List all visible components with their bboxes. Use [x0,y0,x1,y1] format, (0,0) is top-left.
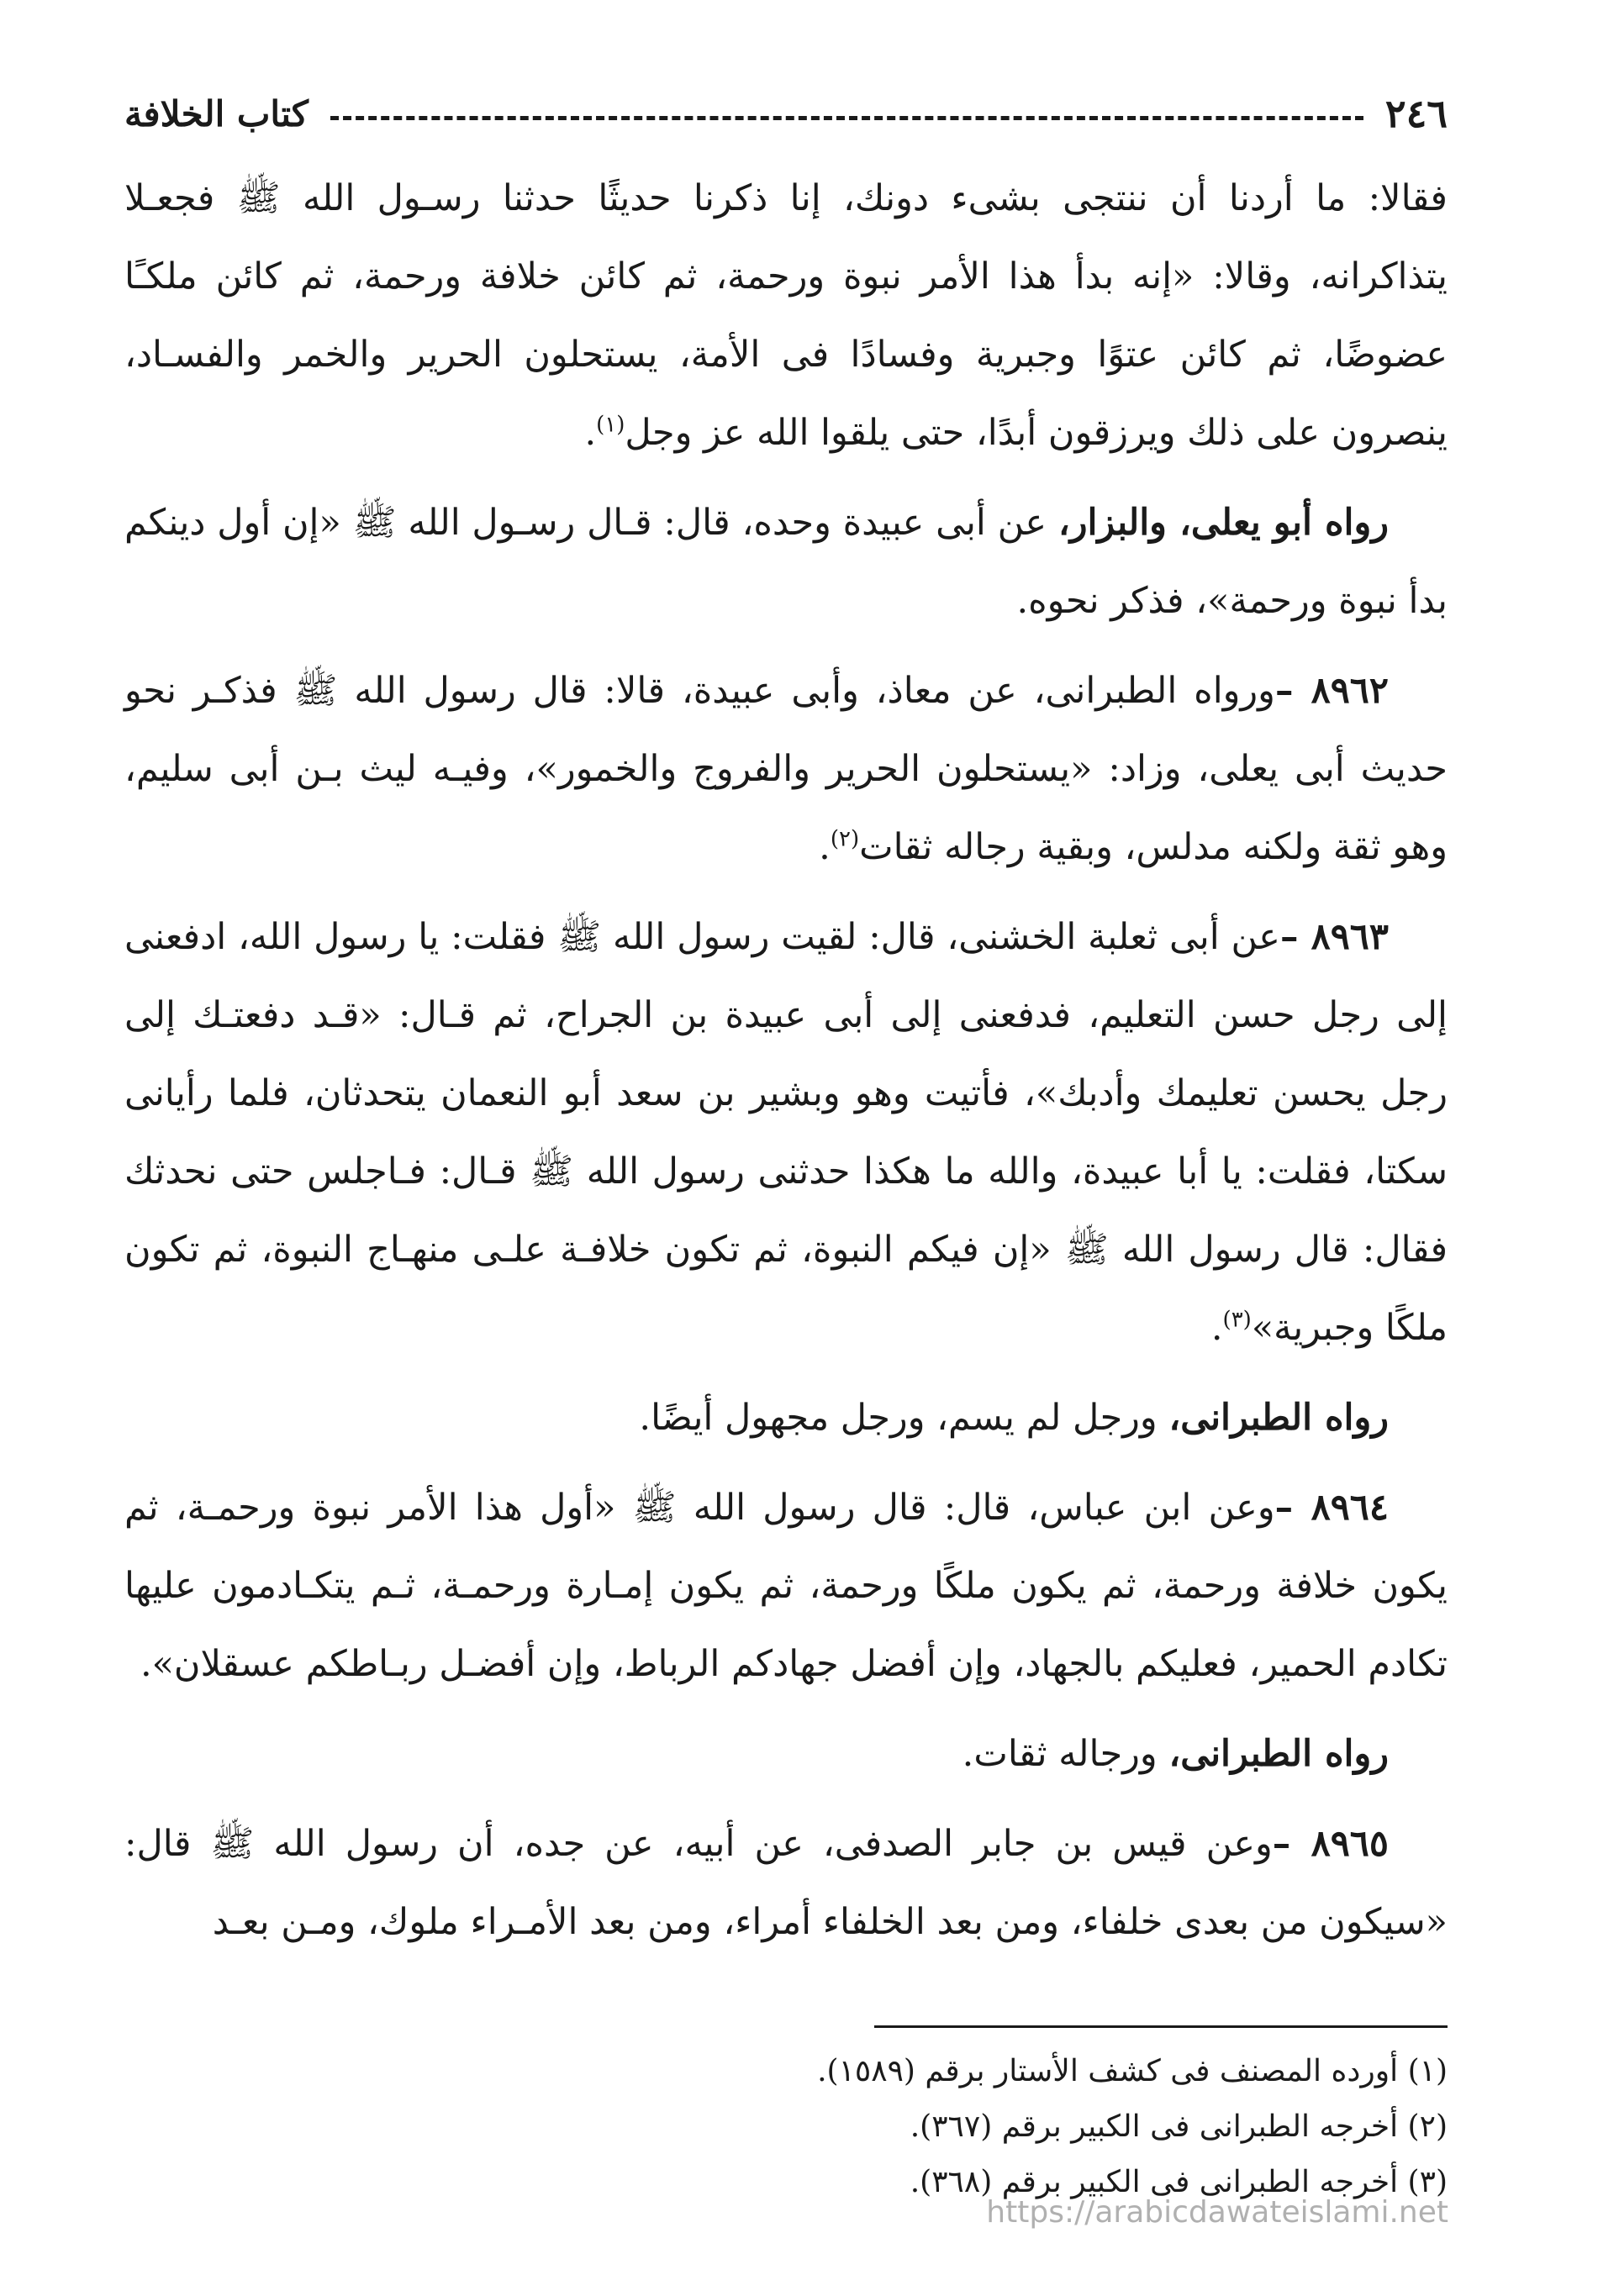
footnote-divider [874,2025,1448,2028]
footnotes [124,2044,1448,2210]
hadith-8964 [124,1469,1448,1704]
paragraph-text: ورجاله ثقات. [962,1733,1169,1775]
hadith-8962: ٨٩٦٢ –ورواه الطبرانى، عن معاذ، وأبى عبيدة، قالا: قال رسول الله ﷺ فذكـر نحو حديث أبى يعلى، وزاد: «يستحلون الحرير والفروج والخمور»، وفيـه ليث بـن أبى سليم، وهو ثقة ولكنه مدلس، وبقية رجاله ثقات$^{(٢)}$. [124,670,1448,868]
running-title: كتاب الخلافة [124,92,309,134]
footnote-3: (٣) أخرجه الطبرانى فى الكبير برقم (٣٦٨). [910,2165,1448,2199]
hadith-number: ٨٩٦٣ – [1279,916,1389,958]
source-attribution: رواه الطبرانى، [1168,1733,1389,1775]
footnote-ref-1: (١) [596,412,625,438]
footnote-ref-3: (٣) [1222,1307,1252,1333]
source-attribution: رواه الطبرانى، [1168,1397,1389,1439]
hadith-number: ٨٩٦٥ – [1272,1823,1389,1865]
page-header [124,84,1448,143]
hadith-number: ٨٩٦٢ – [1274,670,1389,712]
page-number: ٢٤٦ [1384,91,1448,136]
paragraph-text: وعن ابن عباس، قال: قال رسول الله ﷺ «أول هذا الأمر نبوة ورحمـة، ثم يكون خلافة ورحمة، ثم يكون ملكًا ورحمة، ثم يكون إمـارة ورحمـة، ثـم يتكـادمون عليها تكادم الحمير، فعليكم بالجهاد، وإن أفضل جهادكم الرباط، وإن أفضـل ربـاطكم عسقلان». [124,1487,1448,1685]
paragraph-text: عن أبى عبيدة وحده، قال: قـال رسـول الله ﷺ «إن أول دينكم بدأ نبوة ورحمة»، فذكر نحوه. [124,502,1448,622]
paragraph-text: فقالا: ما أردنا أن ننتجى بشىء دونك، إنا ذكرنا حديثًا حدثنا رسـول الله ﷺ فجعـلا يتذاكرانه، وقالا: «إنه بدأ هذا الأمر نبوة ورحمة، ثم كائن خلافة ورحمة، ثم كائن ملكـًا عضوضًا، ثم كائن عتوًا وجبرية وفسادًا فى الأمة، يستحلون الحرير والخمر والفسـاد، ينصرون على ذلك ويرزقون أبدًا، حتى يلقوا الله عز وجل [124,177,1448,454]
paragraph-attribution [124,1715,1448,1793]
footnote-2: (٢) أخرجه الطبرانى فى الكبير برقم (٣٦٧). [910,2109,1448,2144]
paragraph-text: ورواه الطبرانى، عن معاذ، وأبى عبيدة، قالا: قال رسول الله ﷺ فذكـر نحو حديث أبى يعلى، وزاد: «يستحلون الحرير والفروج والخمور»، وفيـه ليث بـن أبى سليم، وهو ثقة ولكنه مدلس، وبقية رجاله ثقات [124,670,1448,868]
paragraph-attribution [124,484,1448,640]
header-divider [330,116,1363,120]
paragraph-text: عن أبى ثعلبة الخشنى، قال: لقيت رسول الله ﷺ فقلت: يا رسول الله، ادفعنى إلى رجل حسن التعليم، فدفعنى إلى أبى عبيدة بن الجراح، ثم قـال: «قـد دفعتـك إلى رجل يحسن تعليمك وأدبك»، فأتيت وهو وبشير بن سعد أبو النعمان يتحدثان، فلما رأيانى سكتا، فقلت: يا أبا عبيدة، والله ما هكذا حدثنى رسول الله ﷺ قـال: فـاجلس حتى نحدثك فقال: قال رسول الله ﷺ «إن فيكم النبوة، ثم تكون خلافـة علـى منهـاج النبوة، ثم تكون ملكًا وجبرية» [124,916,1448,1349]
paragraph-text: وعن قيس بن جابر الصدفى، عن أبيه، عن جده، أن رسول الله ﷺ قال: «سيكون من بعدى خلفاء، ومن بعد الخلفاء أمراء، ومن بعد الأمـراء ملوك، ومـن بعـد [124,1823,1448,1943]
hadith-number: ٨٩٦٤ – [1274,1487,1389,1529]
paragraph-continuation: فقالا: ما أردنا أن ننتجى بشىء دونك، إنا ذكرنا حديثًا حدثنا رسـول الله ﷺ فجعـلا يتذاكرانه، وقالا: «إنه بدأ هذا الأمر نبوة ورحمة، ثم كائن خلافة ورحمة، ثم كائن ملكـًا عضوضًا، ثم كائن عتوًا وجبرية وفسادًا فى الأمة، يستحلون الحرير والخمر والفسـاد، ينصرون على ذلك ويرزقون أبدًا، حتى يلقوا الله عز وجل$^{(١)}$. [124,177,1448,454]
footnote-ref-2: (٢) [830,826,860,852]
main-text [124,160,1448,1973]
hadith-8965 [124,1805,1448,1962]
source-attribution: رواه أبو يعلى، والبزار، [1057,502,1389,544]
paragraph-text: ورجل لم يسم، ورجل مجهول أيضًا. [639,1397,1169,1439]
footnote-1: (١) أورده المصنف فى كشف الأستار برقم (١٥٨٩). [817,2054,1448,2088]
watermark-url: https://arabicdawateislami.net [986,2195,1448,2230]
hadith-8963: ٨٩٦٣ –عن أبى ثعلبة الخشنى، قال: لقيت رسول الله ﷺ فقلت: يا رسول الله، ادفعنى إلى رجل حسن التعليم، فدفعنى إلى أبى عبيدة بن الجراح، ثم قـال: «قـد دفعتـك إلى رجل يحسن تعليمك وأدبك»، فأتيت وهو وبشير بن سعد أبو النعمان يتحدثان، فلما رأيانى سكتا، فقلت: يا أبا عبيدة، والله ما هكذا حدثنى رسول الله ﷺ قـال: فـاجلس حتى نحدثك فقال: قال رسول الله ﷺ «إن فيكم النبوة، ثم تكون خلافـة علـى منهـاج النبوة، ثم تكون ملكًا وجبرية»$^{(٣)}$. [124,916,1448,1349]
paragraph-attribution [124,1379,1448,1457]
